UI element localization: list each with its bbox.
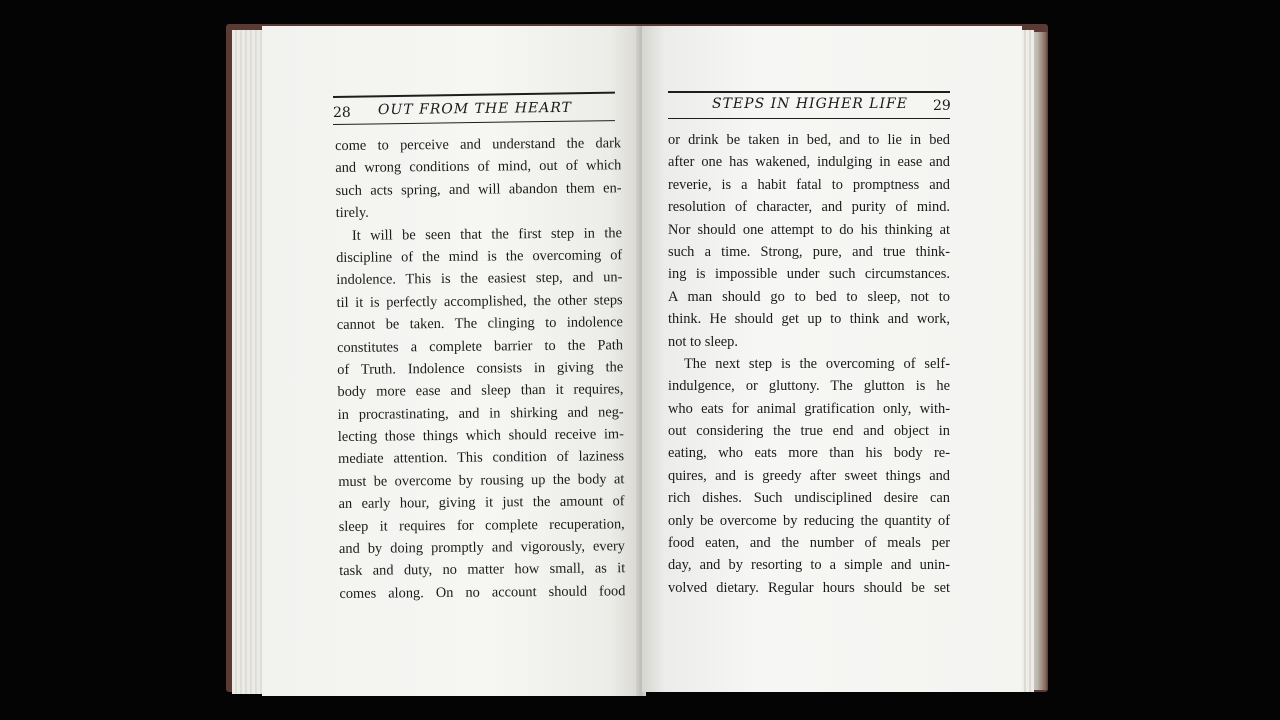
text-line: A man should go to bed to sleep, not to [668, 288, 950, 305]
text-line: reverie, is a habit fatal to promptness and [668, 176, 950, 193]
text-line: task and duty, no matter how small, as it [339, 560, 626, 580]
text-line: The next step is the overcoming of self- [684, 355, 950, 372]
text-line: and by doing promptly and vigorously, every [338, 538, 626, 558]
text-line: such a time. Strong, pure, and true think- [668, 243, 950, 260]
text-line: sleep it requires for complete recuperation, [338, 515, 625, 535]
text-line: or drink be taken in bed, and to lie in bed [668, 132, 950, 148]
text-line: such acts spring, and will abandon them en- [335, 180, 622, 199]
text-line: ing is impossible under such circumstances. [668, 266, 950, 283]
text-line: body more ease and sleep than it requires, [337, 381, 624, 401]
text-line: til it is perfectly accomplished, the other steps [336, 291, 623, 311]
text-line: constitutes a complete barrier to the Path [336, 336, 624, 356]
text-line: who eats for animal gratification only, with- [668, 400, 950, 417]
text-line: an early hour, giving it just the amount of [338, 493, 625, 513]
text-line: of Truth. Indolence consists in giving the [337, 359, 624, 378]
text-line: not to sleep. [668, 333, 738, 350]
text-line: after one has wakened, indulging in ease and [668, 154, 950, 171]
text-line: and wrong conditions of mind, out of which [335, 157, 622, 177]
text-line: must be overcome by rousing up the body at [338, 471, 625, 490]
right-running-head: STEPS IN HIGHER LIFE [712, 96, 908, 112]
text-line: tirely. [335, 204, 369, 222]
text-line: food eaten, and the number of meals per [668, 535, 950, 552]
text-line: only be overcome by reducing the quantity of [668, 512, 950, 529]
text-line: comes along. On no account should food [339, 583, 626, 602]
left-running-head: OUT FROM THE HEART [377, 99, 573, 119]
text-line: lecting those things which should receive im- [337, 426, 624, 446]
text-line: quires, and is greedy after sweet things and [668, 467, 950, 484]
text-line: discipline of the mind is the overcoming of [336, 247, 623, 266]
text-line: resolution of character, and purity of mind. [668, 199, 950, 216]
right-header-bottom-rule [668, 118, 950, 119]
text-line: in procrastinating, and in shirking and neg- [337, 403, 624, 423]
text-line: indolence. This is the easiest step, and un- [336, 269, 623, 289]
text-line: indulgence, or gluttony. The glutton is he [668, 378, 950, 395]
right-header-top-rule [668, 91, 950, 93]
text-line: rich dishes. Such undisciplined desire can [668, 490, 950, 507]
text-line: mediate attention. This condition of laziness [338, 448, 625, 468]
text-line: volved dietary. Regular hours should be set [668, 579, 950, 596]
text-line: out considering the true end and object in [668, 423, 950, 440]
text-line: Nor should one attempt to do his thinking at [668, 221, 950, 238]
right-page-number: 29 [933, 98, 951, 114]
text-line: think. He should get up to think and work, [668, 311, 950, 328]
left-page-number: 28 [333, 105, 351, 121]
text-line: It will be seen that the first step in the [351, 224, 623, 244]
text-line: come to perceive and understand the dark [335, 135, 622, 154]
right-page-text [668, 129, 950, 599]
text-line: eating, who eats more than his body re- [668, 445, 950, 462]
text-line: cannot be taken. The clinging to indolence [336, 314, 623, 334]
text-line: day, and by resorting to a simple and unin- [668, 557, 950, 574]
left-page-text [335, 132, 626, 605]
